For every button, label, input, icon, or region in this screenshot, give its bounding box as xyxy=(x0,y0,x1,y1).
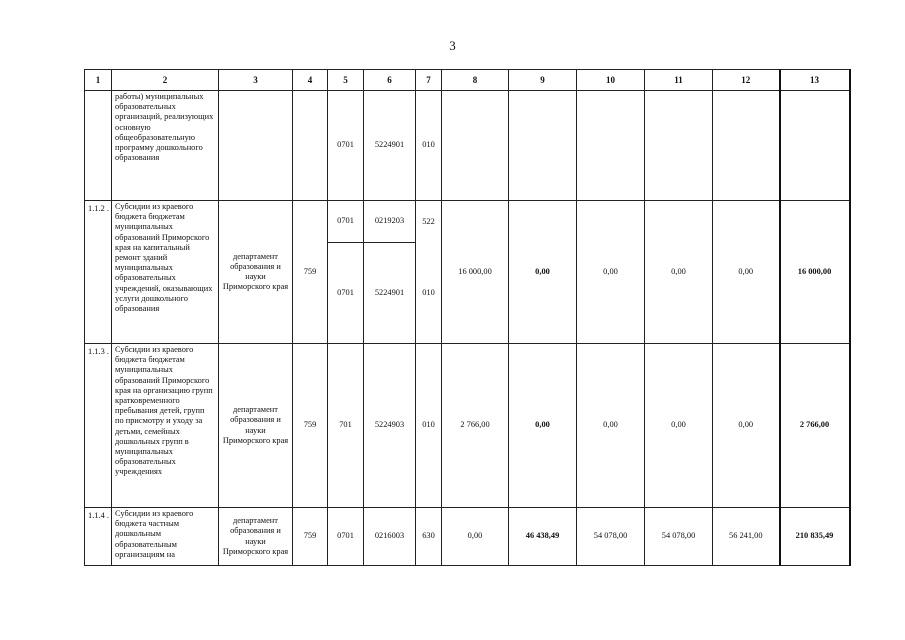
header-cell: 11 xyxy=(645,70,713,91)
row-c5: 0701 xyxy=(328,91,364,201)
row-c13 xyxy=(780,91,850,201)
table-row xyxy=(85,344,850,508)
row-name: Субсидии из краевого бюджета частным дошкольным образовательным организациям на xyxy=(112,508,219,566)
row-c8 xyxy=(442,91,509,201)
header-cell: 5 xyxy=(328,70,364,91)
row-c9: 0,00 xyxy=(509,201,577,344)
row-c6: 5224901 xyxy=(364,243,416,344)
row-c5: 0701 xyxy=(328,201,364,243)
row-number: 1.1.2 . xyxy=(85,201,112,344)
row-c8: 0,00 xyxy=(442,508,509,566)
row-number xyxy=(85,91,112,201)
row-c12: 56 241,00 xyxy=(713,508,780,566)
row-c5: 0701 xyxy=(328,508,364,566)
row-number: 1.1.3 . xyxy=(85,344,112,508)
header-cell: 6 xyxy=(364,70,416,91)
row-name: Субсидии из краевого бюджета бюджетам муниципальных образований Приморского края на капитальный ремонт зданий муниципальных образовательных учреждений, оказывающих услуги дошкольного образования xyxy=(112,201,219,344)
row-c13: 210 835,49 xyxy=(780,508,850,566)
row-c13: 16 000,00 xyxy=(780,201,850,344)
row-name: работы) муниципальных образовательных организаций, реализующих основную общеобразовательную программу дошкольного образования xyxy=(112,91,219,201)
header-cell: 10 xyxy=(577,70,645,91)
row-c9: 46 438,49 xyxy=(509,508,577,566)
row-c5: 701 xyxy=(328,344,364,508)
row-c5: 0701 xyxy=(328,243,364,344)
row-c7: 010 xyxy=(416,243,442,344)
header-cell: 9 xyxy=(509,70,577,91)
row-c11 xyxy=(645,91,713,201)
row-c6: 5224903 xyxy=(364,344,416,508)
row-name: Субсидии из краевого бюджета бюджетам муниципальных образований Приморского края на организацию групп кратковременного пребывания детей, групп по присмотру и уходу за детьми, семейных дошкольных групп в муниципальных образовательных учреждениях xyxy=(112,344,219,508)
row-c6: 0216003 xyxy=(364,508,416,566)
row-c7: 010 xyxy=(416,91,442,201)
row-c12: 0,00 xyxy=(713,344,780,508)
row-c9: 0,00 xyxy=(509,344,577,508)
row-c4: 759 xyxy=(293,201,328,344)
header-cell: 13 xyxy=(780,70,850,91)
row-c8: 2 766,00 xyxy=(442,344,509,508)
table-row xyxy=(85,201,850,243)
row-dept: департамент образования и науки Приморского края xyxy=(219,201,293,344)
header-cell: 8 xyxy=(442,70,509,91)
row-c11: 0,00 xyxy=(645,201,713,344)
row-c10: 0,00 xyxy=(577,344,645,508)
row-c10: 54 078,00 xyxy=(577,508,645,566)
row-c10 xyxy=(577,91,645,201)
table-row xyxy=(85,508,850,566)
row-c12 xyxy=(713,91,780,201)
page-number: 3 xyxy=(449,38,456,53)
row-c7: 010 xyxy=(416,344,442,508)
header-cell: 4 xyxy=(293,70,328,91)
row-dept xyxy=(219,91,293,201)
row-c4: 759 xyxy=(293,508,328,566)
row-c7: 522 xyxy=(416,201,442,243)
header-cell: 2 xyxy=(112,70,219,91)
row-c6: 0219203 xyxy=(364,201,416,243)
header-cell: 12 xyxy=(713,70,780,91)
row-dept: департамент образования и науки Приморского края xyxy=(219,344,293,508)
header-cell: 7 xyxy=(416,70,442,91)
row-c9 xyxy=(509,91,577,201)
row-c12: 0,00 xyxy=(713,201,780,344)
row-c11: 0,00 xyxy=(645,344,713,508)
row-c7: 630 xyxy=(416,508,442,566)
row-c4: 759 xyxy=(293,344,328,508)
table-row xyxy=(85,91,850,201)
header-cell: 1 xyxy=(85,70,112,91)
row-c11: 54 078,00 xyxy=(645,508,713,566)
row-dept: департамент образования и науки Приморского края xyxy=(219,508,293,566)
row-c4 xyxy=(293,91,328,201)
row-c8: 16 000,00 xyxy=(442,201,509,344)
row-c13: 2 766,00 xyxy=(780,344,850,508)
row-number: 1.1.4 . xyxy=(85,508,112,566)
header-cell: 3 xyxy=(219,70,293,91)
header-row xyxy=(85,70,850,91)
budget-table xyxy=(84,69,851,566)
row-c10: 0,00 xyxy=(577,201,645,344)
row-c6: 5224901 xyxy=(364,91,416,201)
